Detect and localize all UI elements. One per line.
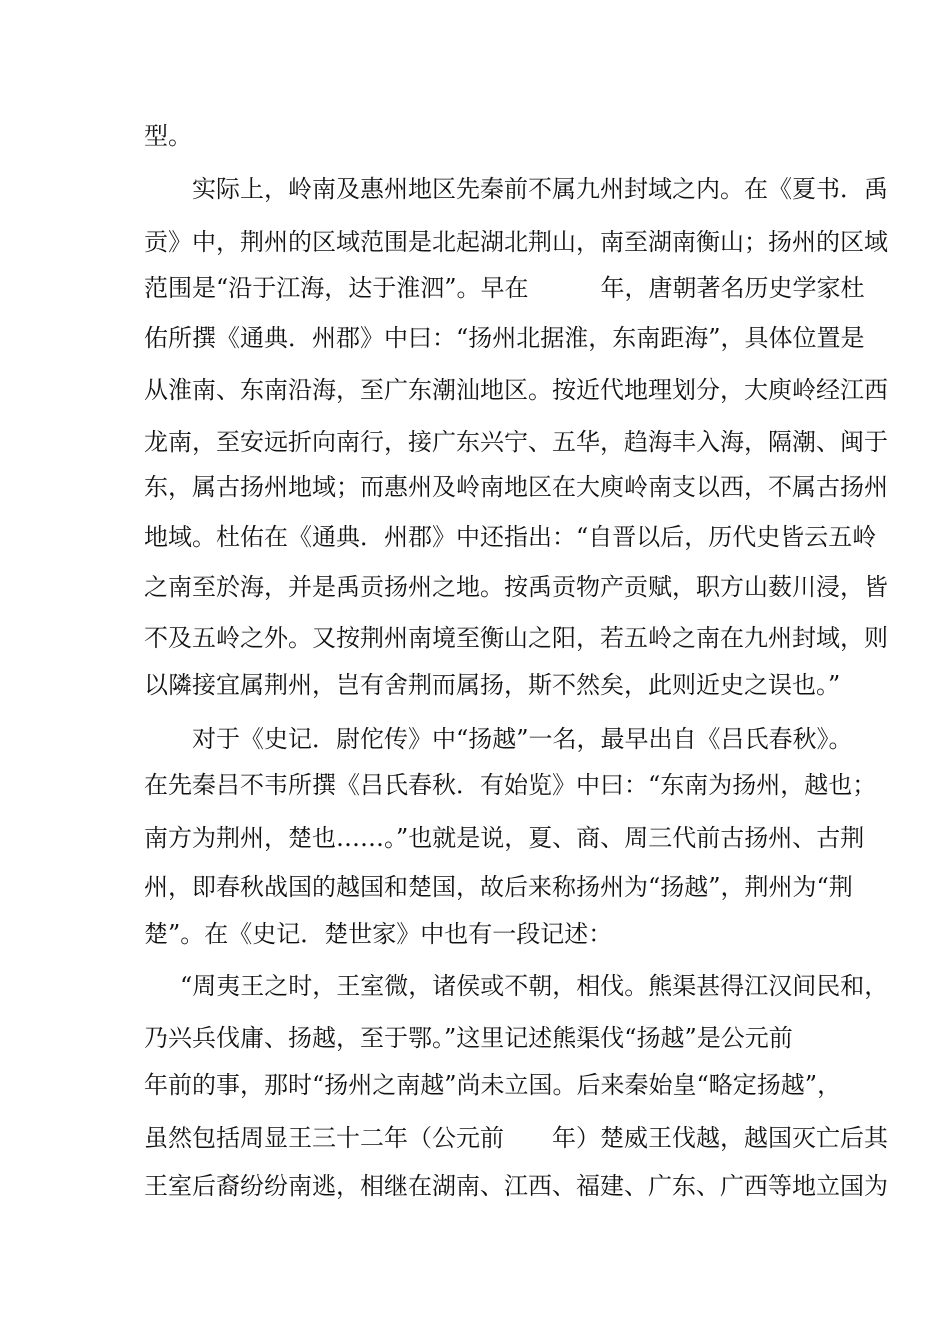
text-line: 在先秦吕不韦所撰《吕氏春秋．有始览》中曰：“东南为扬州，越也； bbox=[144, 771, 877, 799]
text-line: 佑所撰《通典．州郡》中曰：“扬州北据淮，东南距海”，具体位置是 bbox=[144, 324, 865, 352]
text-line: 以隣接宜属荆州，岂有舍荆而属扬，斯不然矣，此则近史之误也。” bbox=[144, 671, 841, 699]
text-line: “周夷王之时，王室微，诸侯或不朝，相伐。熊渠甚得江汉间民和， bbox=[180, 972, 889, 1000]
text-line: 虽然包括周显王三十二年（公元前 年）楚威王伐越，越国灭亡后其 bbox=[144, 1124, 888, 1152]
text-line: 型。 bbox=[144, 122, 192, 150]
text-line: 乃兴兵伐庸、扬越，至于鄂。”这里记述熊渠伐“扬越”是公元前 bbox=[144, 1024, 793, 1052]
text-line: 之南至於海，并是禹贡扬州之地。按禹贡物产贡赋，职方山薮川浸，皆 bbox=[144, 573, 888, 601]
text-line: 年前的事，那时“扬州之南越”尚未立国。后来秦始皇“略定扬越”， bbox=[144, 1071, 842, 1099]
text-line: 南方为荆州，楚也……。”也就是说，夏、商、周三代前古扬州、古荆 bbox=[144, 824, 865, 852]
text-line: 楚”。在《史记．楚世家》中也有一段记述： bbox=[144, 920, 613, 948]
text-line: 龙南，至安远折向南行，接广东兴宁、五华，趋海丰入海，隔潮、闽于 bbox=[144, 428, 888, 456]
text-line: 范围是“沿于江海，达于淮泗”。早在 年，唐朝著名历史学家杜 bbox=[144, 274, 865, 302]
text-line: 地域。杜佑在《通典．州郡》中还指出：“自晋以后，历代史皆云五岭 bbox=[144, 523, 877, 551]
text-line: 州，即春秋战国的越国和楚国，故后来称扬州为“扬越”，荆州为“荆 bbox=[144, 873, 853, 901]
text-line: 贡》中，荆州的区域范围是北起湖北荆山，南至湖南衡山；扬州的区域 bbox=[144, 228, 888, 256]
text-line: 对于《史记．尉佗传》中“扬越”一名，最早出自《吕氏春秋》。 bbox=[192, 725, 853, 753]
text-line: 实际上，岭南及惠州地区先秦前不属九州封域之内。在《夏书．禹 bbox=[192, 175, 888, 203]
text-line: 不及五岭之外。又按荆州南境至衡山之阳，若五岭之南在九州封域，则 bbox=[144, 624, 888, 652]
text-line: 东，属古扬州地域；而惠州及岭南地区在大庾岭南支以西，不属古扬州 bbox=[144, 473, 888, 501]
text-line: 从淮南、东南沿海，至广东潮汕地区。按近代地理划分，大庾岭经江西 bbox=[144, 376, 888, 404]
text-line: 王室后裔纷纷南逃，相继在湖南、江西、福建、广东、广西等地立国为 bbox=[144, 1172, 888, 1200]
